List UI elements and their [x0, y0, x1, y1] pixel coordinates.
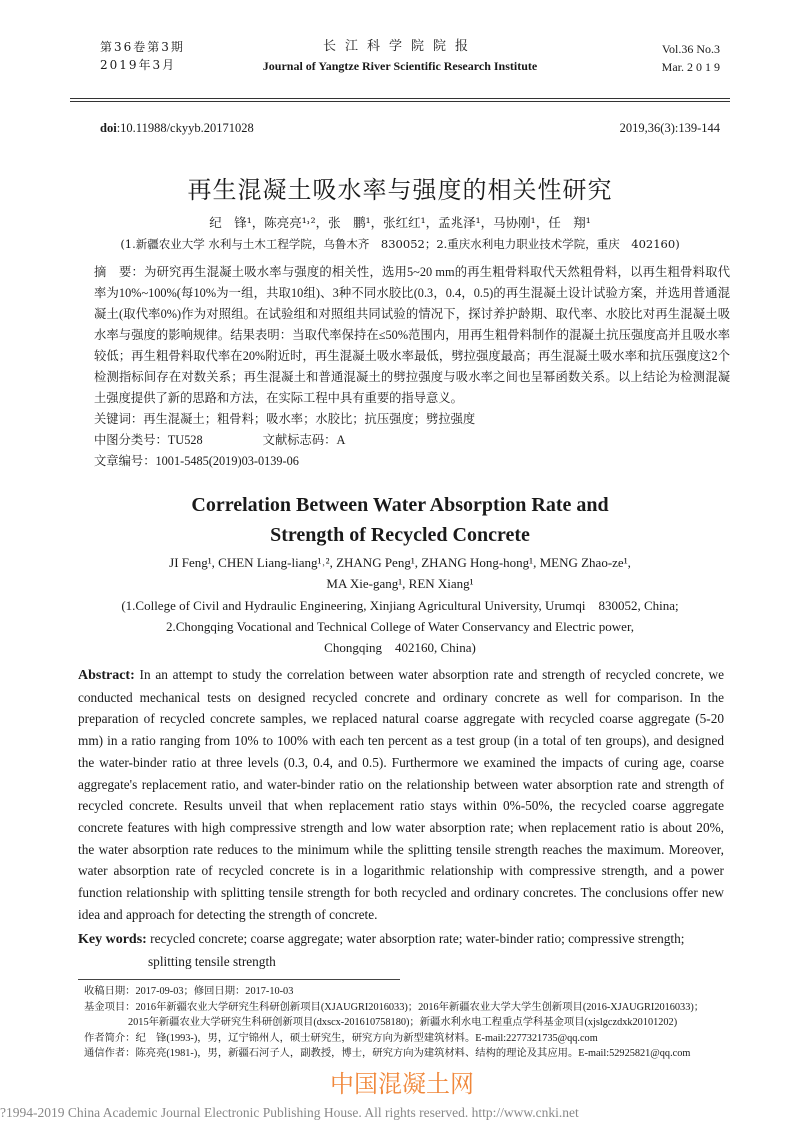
abstract-cn	[94, 262, 730, 409]
copyright-footer: ?1994-2019 China Academic Journal Electronic Publishing House. All rights reserved. http://www.cnki.net	[0, 1105, 579, 1120]
affiliation-en-line-1: (1.College of Civil and Hydraulic Engineering, Xinjiang Agricultural University, Urumqi 830052, China;	[121, 598, 679, 613]
keywords-en-label: Key words:	[78, 932, 147, 948]
affiliation-en	[0, 595, 800, 658]
doi-label: doi	[100, 121, 117, 135]
issue-date: 2019年3月	[100, 58, 177, 72]
title-en-line-1: Correlation Between Water Absorption Rate and	[191, 494, 609, 516]
abstract-en-label: Abstract:	[78, 668, 135, 683]
clc-value: TU528	[167, 433, 203, 447]
title-en-line-2: Strength of Recycled Concrete	[270, 524, 530, 546]
clc-label: 中图分类号：	[94, 433, 168, 447]
header-divider	[70, 98, 730, 102]
issue-date-en: Mar. 2 0 1 9	[661, 60, 720, 74]
footnote-author-bio: 作者简介：纪 锋(1993-)，男，辽宁锦州人，硕士研究生，研究方向为新型建筑材料。E-mail:2277321735@qq.com	[84, 1032, 598, 1044]
doi-value[interactable]: :10.11988/ckyyb.20171028	[116, 121, 254, 135]
abstract-cn-text: 为研究再生混凝土吸水率与强度的相关性，选用5~20 mm的再生粗骨料取代天然粗骨料，以再生粗骨料取代率为10%~100%(每10%为一组，共取10组)、3种不同水胶比(0.3，0.4，0.5)的再生混凝土设计试验方案，并选用普通混凝土(取代率0%)作为对照组。在试验组和对照组共同试验的情况下，探讨养护龄期、取代率、水胶比对再生混凝土吸水率与强度的影响规律。结果表明：当取代率保持在≤50%范围内，用再生粗骨料制作的混凝土抗压强度高并且吸水率较低；再生粗骨料取代率在20%附近时，再生混凝土吸水率最低，劈拉强度最高；再生混凝土吸水率和抗压强度这2个检测指标间存在对数关系；再生混凝土和普通混凝土的劈拉强度与吸水率之间也呈幂函数关系。以上结论为检测混凝土强度提供了新的思路和方法，在实际工程中具有重要的指导意义。	[94, 265, 730, 405]
keywords-cn	[94, 409, 730, 430]
footnote-received-date: 收稿日期：2017-09-03；修回日期：2017-10-03	[84, 986, 294, 997]
footnote-corresponding-author: 通信作者：陈亮亮(1981-)，男，新疆石河子人，副教授，博士，研究方向为建筑材料、结构的理论及其应用。E-mail:52925821@qq.com	[84, 1048, 691, 1059]
abstract-cn-block	[94, 262, 730, 472]
issue-info-cn	[100, 38, 185, 74]
keywords-en	[78, 928, 724, 973]
title-en	[0, 490, 800, 550]
footnotes	[84, 984, 774, 1062]
doc-code-label: 文献标志码：	[262, 433, 337, 447]
watermark-logo: 中国混凝土网	[330, 1070, 474, 1098]
affiliation-cn: (1.新疆农业大学 水利与土木工程学院，乌鲁木齐 830052；2.重庆水利电力职业技术学院，重庆 402160)	[120, 237, 680, 251]
classification	[94, 430, 730, 451]
article-no-label: 文章编号：	[94, 454, 156, 468]
article-no-value: 1001-5485(2019)03-0139-06	[155, 454, 299, 468]
authors-en	[0, 552, 800, 594]
footnote-fund: 基金项目：2016年新疆农业大学研究生科研创新项目(XJAUGRI2016033)；2016年新疆农业大学大学生创新项目(2016-XJAUGRI2016033)；	[84, 1001, 705, 1013]
authors-en-line-1: JI Feng¹, CHEN Liang-liang¹˒², ZHANG Peng¹, ZHANG Hong-hong¹, MENG Zhao-ze¹,	[169, 555, 631, 570]
doc-code-value: A	[336, 433, 346, 447]
journal-name-cn: 长江科学院院报	[322, 39, 477, 54]
issue-info-en	[662, 40, 720, 76]
abstract-cn-label: 摘 要：	[94, 265, 145, 279]
abstract-en-block	[78, 664, 724, 973]
keywords-cn-text: 再生混凝土；粗骨料；吸水率；水胶比；抗压强度；劈拉强度	[143, 412, 476, 426]
doi	[100, 121, 254, 136]
affiliation-en-line-2: 2.Chongqing Vocational and Technical College of Water Conservancy and Electric power,	[165, 619, 635, 634]
journal-header	[220, 38, 580, 76]
footnote-divider	[78, 979, 400, 980]
citation: 2019,36(3):139-144	[619, 121, 720, 135]
abstract-en-text: In an attempt to study the correlation between water absorption rate and strength of recycled concrete, we conducted mechanical tests on designed recycled concrete and ordinary concrete as well for comparison. In the preparation of recycled concrete samples, we replaced natural coarse aggregate with recycled coarse aggregate (5-20 mm) in a ratio ranging from 10% to 100% with each ten percent as a test group (in a total of ten groups), and designed the water-binder ratio at three levels (0.3, 0.4, and 0.5). Furthermore we examined the impacts of curing age, coarse aggregate's replacement ratio, and water-binder ratio on the relationship between water absorption rate and strength of recycled concrete. Results unveil that when replacement ratio stays within 0%-50%, the recycled coarse aggregate concrete features with high compressive strength and low water absorption rate; when replacement ratio is about 20%, the water absorption rate reduces to the minimum while the splitting tensile strength reaches the maximum. Moreover, water absorption rate of recycled concrete is in a logarithmic relationship with compressive strength, and a power function relationship with splitting tensile strength for both recycled and ordinary concretes. The conclusions offer new idea and approach for detecting the strength of concrete.	[78, 667, 724, 922]
abstract-en	[78, 664, 724, 925]
volume-number: Vol.36 No.3	[661, 42, 720, 56]
volume-issue: 第36卷第3期	[100, 40, 185, 54]
authors-cn: 纪 锋¹，陈亮亮¹˒²，张 鹏¹，张红红¹，孟兆泽¹，马协刚¹，任 翔¹	[209, 215, 591, 230]
keywords-cn-label: 关键词：	[94, 412, 144, 426]
affiliation-en-line-3: Chongqing 402160, China)	[324, 640, 476, 655]
title-cn: 再生混凝土吸水率与强度的相关性研究	[187, 176, 613, 204]
footnote-fund-cont: 2015年新疆农业大学研究生科研创新项目(dxscx-201610758180)；新疆水利水电工程重点学科基金项目(xjslgczdxk20101202)	[128, 1017, 678, 1028]
keywords-en-text: recycled concrete; coarse aggregate; water absorption rate; water-binder ratio; compressive strength; splitting tensile strength	[148, 931, 685, 970]
journal-name-en: Journal of Yangtze River Scientific Research Institute	[262, 59, 538, 73]
authors-en-line-2: MA Xie-gang¹, REN Xiang¹	[326, 576, 474, 591]
article-number	[94, 451, 730, 472]
